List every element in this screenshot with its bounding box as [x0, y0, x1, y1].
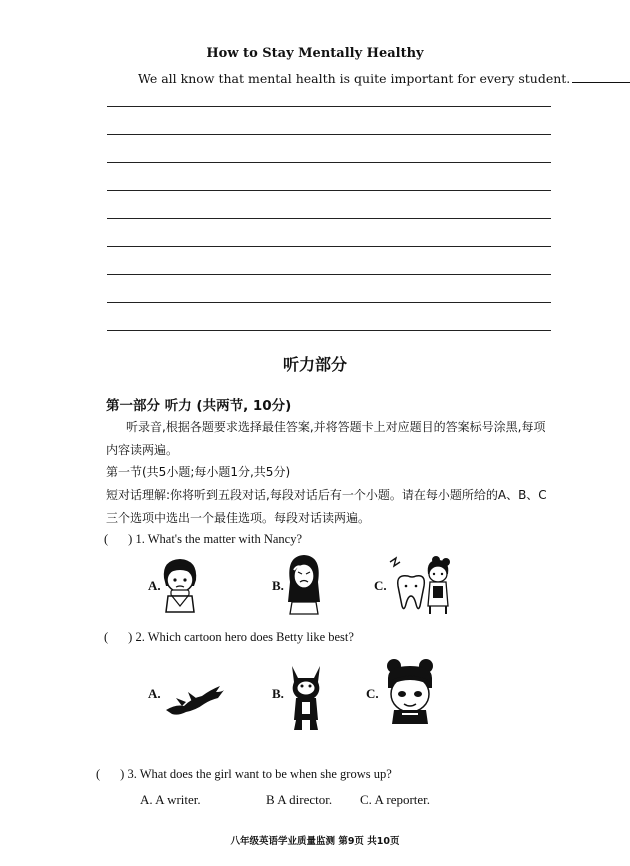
essay-intro-text: We all know that mental health is quite important for every student.	[138, 71, 571, 86]
writing-line[interactable]	[107, 162, 551, 163]
answer-bracket-close[interactable]: )	[120, 767, 125, 781]
intro-blank-line[interactable]	[572, 70, 630, 83]
answer-bracket-close[interactable]: )	[128, 532, 133, 546]
part-title: 第一部分 听力 (共两节, 10分)	[106, 398, 292, 414]
subsection-title: 第一节(共5小题;每小题1分,共5分)	[106, 465, 291, 479]
writing-line[interactable]	[107, 246, 551, 247]
writing-line[interactable]	[107, 330, 551, 331]
answer-bracket-close[interactable]: )	[128, 630, 133, 644]
nezha-character-icon	[382, 658, 438, 726]
writing-line[interactable]	[107, 218, 551, 219]
option-letter: A.	[148, 578, 161, 593]
writing-line[interactable]	[107, 190, 551, 191]
question-text: 3. What does the girl want to be when she grows up?	[127, 767, 392, 781]
subsection-instructions: 短对话理解:你将听到五段对话,每段对话后有一个小题。请在每小题所给的A、B、C三个选项中选出一个最佳选项。每段对话读两遍。	[106, 488, 547, 525]
writing-line[interactable]	[107, 302, 551, 303]
writing-line[interactable]	[107, 274, 551, 275]
option-c: C. A reporter.	[360, 792, 431, 807]
option-letter: B.	[272, 686, 284, 701]
option-letter: C.	[366, 686, 379, 701]
essay-title: How to Stay Mentally Healthy	[206, 46, 424, 61]
essay-intro	[138, 70, 630, 86]
question-3	[96, 767, 392, 782]
girl-toothache-icon	[386, 556, 456, 616]
question-2	[104, 630, 354, 645]
answer-bracket-open[interactable]: (	[96, 767, 101, 781]
cartoon-cat-icon	[284, 660, 328, 732]
answer-bracket-open[interactable]: (	[104, 532, 109, 546]
question-1	[104, 532, 302, 547]
question-text: 2. Which cartoon hero does Betty like best?	[135, 630, 354, 644]
answer-bracket-open[interactable]: (	[104, 630, 109, 644]
writing-line[interactable]	[107, 134, 551, 135]
option-letter: C.	[374, 578, 387, 593]
option-b: B A director.	[266, 792, 333, 807]
page-footer: 八年级英语学业质量监测 第9页 共10页	[230, 836, 400, 847]
writing-line[interactable]	[107, 106, 551, 107]
black-dragon-icon	[162, 680, 226, 720]
option-a: A. A writer.	[140, 792, 201, 807]
question-text: 1. What's the matter with Nancy?	[135, 532, 303, 546]
part-instructions: 听录音,根据各题要求选择最佳答案,并将答题卡上对应题目的答案标号涂黑,每项内容读两遍。	[106, 420, 546, 457]
section-title: 听力部分	[282, 355, 347, 374]
option-letter: A.	[148, 686, 161, 701]
option-letter: B.	[272, 578, 284, 593]
girl-headache-icon	[284, 552, 324, 616]
girl-sore-throat-icon	[158, 556, 202, 614]
